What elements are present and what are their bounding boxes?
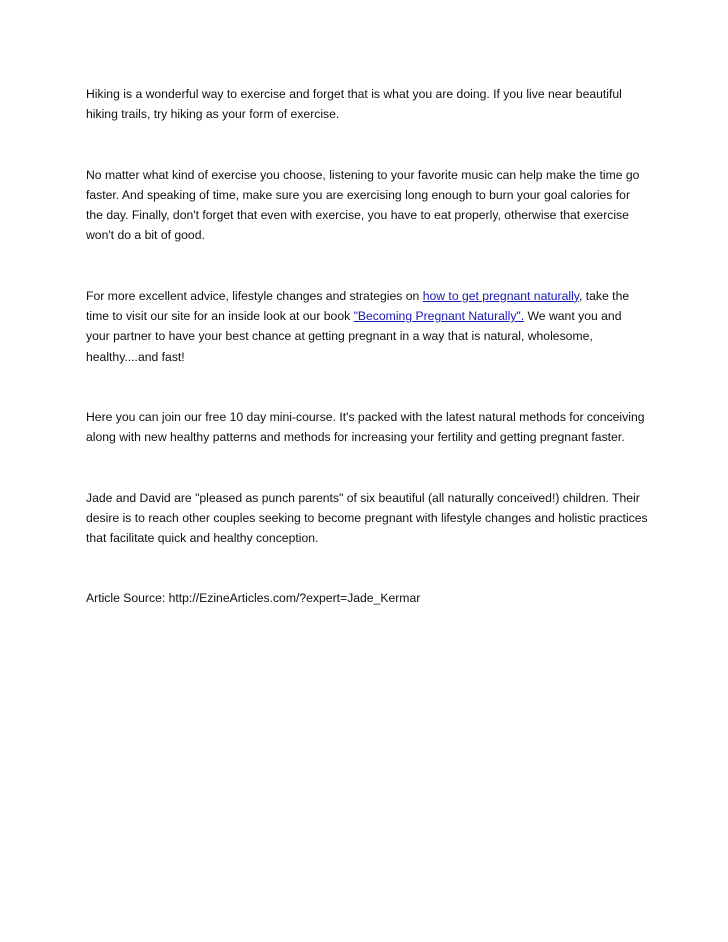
document-page	[86, 84, 648, 649]
advice-text-middle: , take the time to visit our site for an inside look at our book	[86, 288, 630, 324]
paragraph-article-source: Article Source: http://EzineArticles.com/?expert=Jade_Kermar	[86, 591, 421, 606]
advice-text-end: We want you and your partner to have your best chance at getting pregnant in a way that is natural, wholesome, healthy....and fast!	[86, 309, 622, 364]
paragraph-author-bio: Jade and David are "pleased as punch parents" of six beautiful (all naturally conceived!) children. Their desire is to reach other couples seeking to become pregnant with lifestyle changes and holistic practices that facilitate quick and healthy conception.	[86, 490, 648, 546]
link-becoming-pregnant-naturally[interactable]: "Becoming Pregnant Naturally".	[353, 309, 525, 324]
paragraph-mini-course: Here you can join our free 10 day mini-course. It's packed with the latest natural methods for conceiving along with new healthy patterns and methods for increasing your fertility and getting pregnant faster.	[86, 409, 645, 445]
paragraph-advice	[86, 286, 648, 367]
advice-text-start: For more excellent advice, lifestyle changes and strategies on	[86, 288, 423, 303]
paragraph-exercise-music: No matter what kind of exercise you choose, listening to your favorite music can help make the time go faster. And speaking of time, make sure you are exercising long enough to burn your goal calories for the day. Finally, don't forget that even with exercise, you have to eat properly, otherwise that exercise won't do a bit of good.	[86, 167, 640, 243]
link-how-to-get-pregnant-naturally[interactable]: how to get pregnant naturally	[422, 288, 579, 303]
paragraph-hiking: Hiking is a wonderful way to exercise and forget that is what you are doing. If you live near beautiful hiking trails, try hiking as your form of exercise.	[86, 87, 622, 122]
